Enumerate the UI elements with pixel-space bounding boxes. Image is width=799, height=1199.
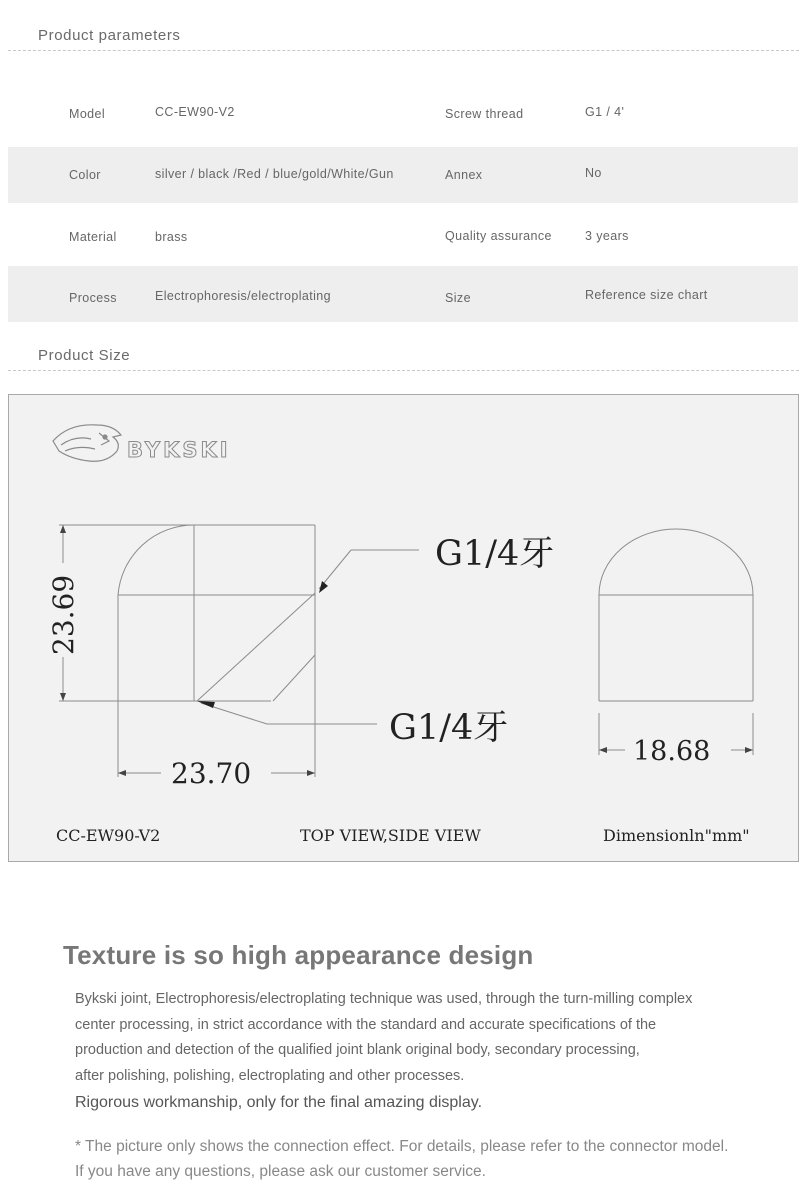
disclaimer-note — [75, 1134, 728, 1184]
param-value: brass — [155, 230, 188, 244]
texture-heading: Texture is so high appearance design — [63, 940, 534, 970]
description-line: production and detection of the qualified joint blank original body, secondary processing, — [75, 1042, 640, 1058]
thread-leader-bottom — [197, 701, 377, 724]
param-value: 3 years — [585, 229, 629, 243]
product-parameters-title: Product parameters — [38, 27, 181, 44]
thread-leader-top — [319, 550, 419, 593]
note-line: If you have any questions, please ask our customer service. — [75, 1163, 486, 1180]
section-divider — [8, 370, 799, 371]
thread-label-top: G1/4牙 — [435, 534, 555, 574]
bykski-logo — [53, 425, 231, 462]
param-row-material — [8, 209, 798, 265]
param-value: Electrophoresis/electroplating — [155, 289, 331, 303]
param-label: Color — [69, 168, 101, 182]
description-line: after polishing, polishing, electroplating and other processes. — [75, 1067, 465, 1084]
diameter-label: 18.68 — [633, 736, 711, 767]
param-value: G1 / 4' — [585, 105, 625, 119]
workmanship-statement: Rigorous workmanship, only for the final amazing display. — [75, 1094, 483, 1111]
param-label: Material — [69, 230, 117, 244]
thread-label-bottom: G1/4牙 — [389, 708, 509, 748]
param-label: Screw thread — [445, 107, 524, 121]
width-label: 23.70 — [171, 757, 252, 790]
param-row-process — [8, 266, 798, 322]
param-value: Reference size chart — [585, 288, 708, 302]
description-line: center processing, in strict accordance with the standard and accurate specifications of the — [75, 1016, 657, 1033]
param-label: Quality assurance — [445, 229, 552, 243]
section-divider — [8, 50, 799, 51]
description-line: Bykski joint, Electrophoresis/electroplating technique was used, through the turn-milling complex — [75, 991, 693, 1007]
param-value: CC-EW90-V2 — [155, 105, 235, 119]
param-row-color — [8, 147, 798, 203]
height-label: 23.69 — [47, 574, 80, 655]
param-value: silver / black /Red / blue/gold/White/Gun — [155, 167, 394, 181]
diagram-model-label: CC-EW90-V2 — [56, 826, 161, 845]
side-view — [118, 525, 315, 701]
param-row-model — [8, 86, 798, 142]
param-label: Process — [69, 291, 117, 305]
size-diagram — [8, 394, 799, 862]
brand-text: BYKSKI — [127, 438, 231, 462]
param-label: Size — [445, 291, 471, 305]
param-value: No — [585, 166, 602, 180]
diagram-unit-label: Dimensionln"mm" — [603, 826, 750, 845]
param-label: Annex — [445, 168, 483, 182]
diagram-view-label: TOP VIEW,SIDE VIEW — [300, 826, 481, 845]
note-line: * The picture only shows the connection effect. For details, please refer to the connector model. — [75, 1138, 729, 1155]
texture-description — [75, 987, 692, 1089]
top-view — [599, 529, 753, 701]
dimension-drawing — [9, 395, 799, 863]
param-label: Model — [69, 107, 106, 121]
product-size-title: Product Size — [38, 347, 131, 364]
